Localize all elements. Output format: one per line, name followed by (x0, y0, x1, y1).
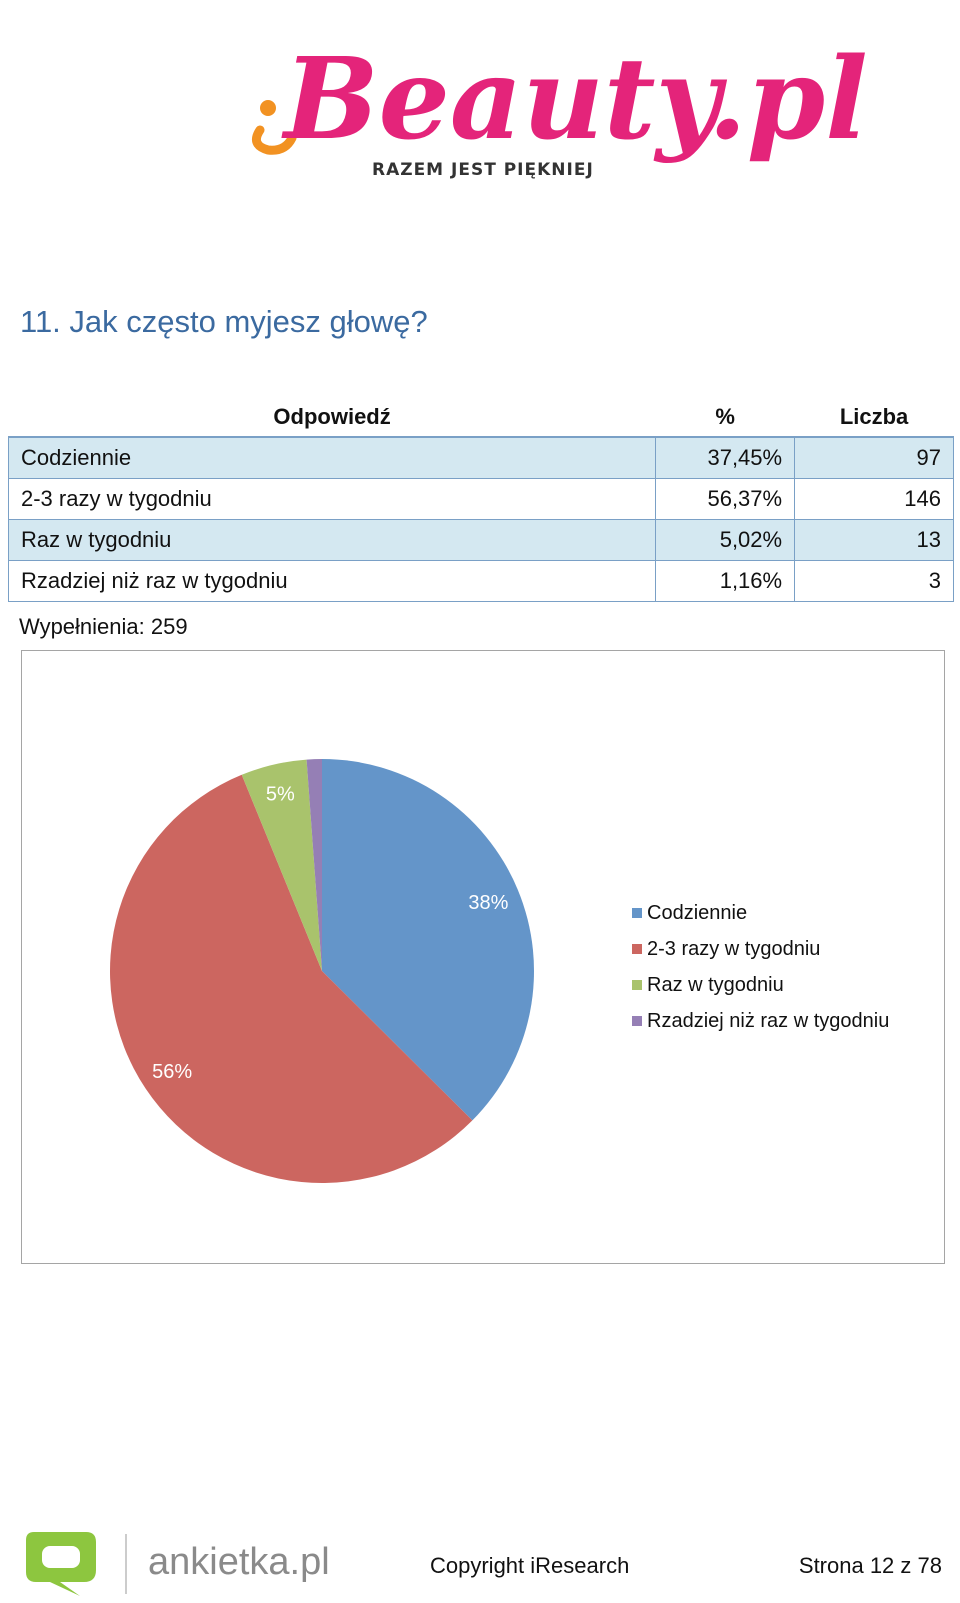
answer-cell: 2-3 razy w tygodniu (9, 479, 656, 520)
pie-chart-panel (21, 650, 945, 1264)
logo-tagline: RAZEM JEST PIĘKNIEJ (372, 160, 594, 180)
pie-chart (22, 651, 944, 1263)
header-percent: % (656, 398, 795, 437)
answer-cell: Rzadziej niż raz w tygodniu (9, 561, 656, 602)
legend-label: 2-3 razy w tygodniu (647, 938, 821, 960)
table-header-row (9, 398, 954, 437)
legend-swatch (632, 908, 642, 918)
ankietka-wordmark: ankietka.pl (148, 1541, 330, 1583)
legend-swatch (632, 980, 642, 990)
table-row (9, 520, 954, 561)
table-row (9, 479, 954, 520)
count-cell: 97 (795, 437, 954, 479)
legend-swatch (632, 944, 642, 954)
percent-cell: 5,02% (656, 520, 795, 561)
logo-wordmark: Beauty.pl (284, 34, 868, 165)
count-cell: 13 (795, 520, 954, 561)
slice-data-label: 56% (152, 1061, 193, 1084)
table-row (9, 561, 954, 602)
completions-count: Wypełnienia: 259 (19, 614, 188, 639)
count-cell: 146 (795, 479, 954, 520)
percent-cell: 1,16% (656, 561, 795, 602)
ankietka-logo (20, 1528, 350, 1598)
page-number: Strona 12 z 78 (798, 1553, 942, 1578)
beauty-logo (240, 10, 868, 200)
answer-cell: Codziennie (9, 437, 656, 479)
percent-cell: 56,37% (656, 479, 795, 520)
count-cell: 3 (795, 561, 954, 602)
slice-data-label: 38% (468, 891, 509, 914)
slice-data-label: 5% (265, 783, 295, 806)
header-answer: Odpowiedź (9, 398, 656, 437)
answer-cell: Raz w tygodniu (9, 520, 656, 561)
percent-cell: 37,45% (656, 437, 795, 479)
header-count: Liczba (795, 398, 954, 437)
table-row (9, 437, 954, 479)
legend-label: Raz w tygodniu (647, 974, 784, 996)
question-title: 11. Jak często myjesz głowę? (20, 304, 428, 339)
legend-label: Rzadziej niż raz w tygodniu (647, 1010, 890, 1032)
legend-label: Codziennie (647, 902, 748, 924)
legend-swatch (632, 1016, 642, 1026)
copyright-text: Copyright iResearch (430, 1553, 630, 1578)
results-table (8, 398, 954, 602)
